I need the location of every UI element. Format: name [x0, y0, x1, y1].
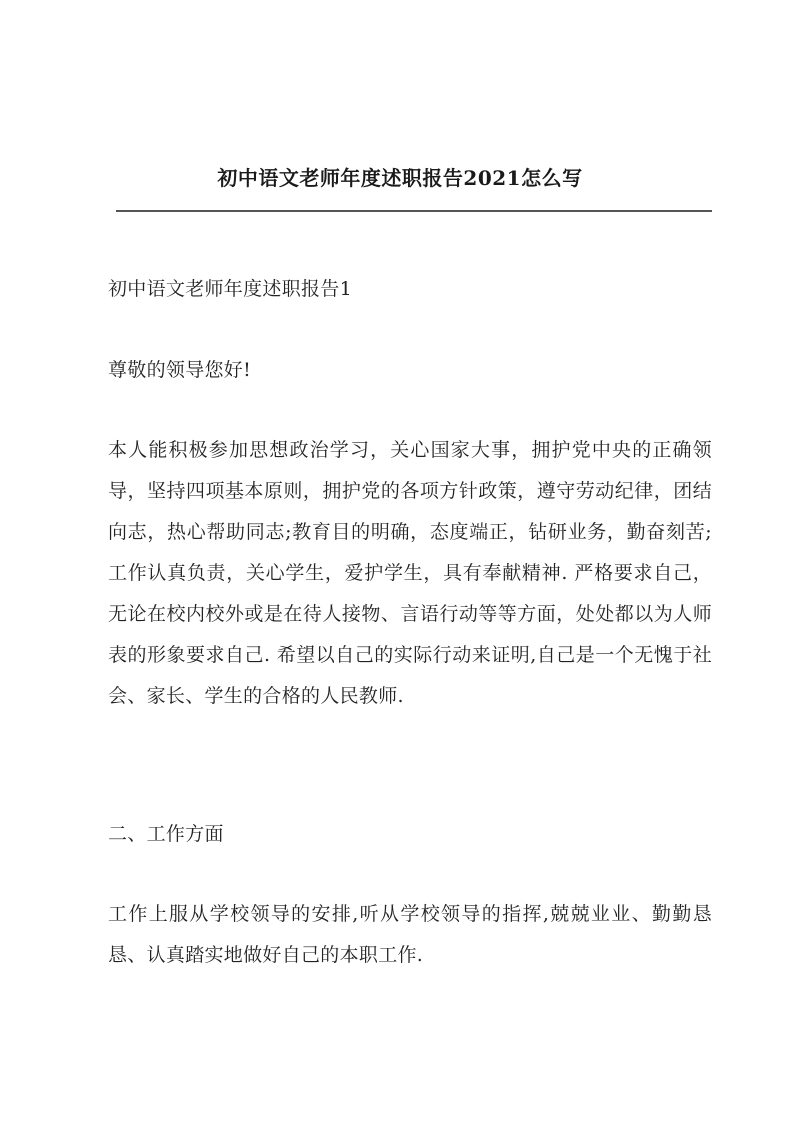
greeting-line: 尊敬的领导您好!	[108, 359, 252, 381]
body-paragraph-2: 工作上服从学校领导的安排,听从学校领导的指挥,兢兢业业、勤勤恳恳、认真踏实地做好自己的本职工作.	[108, 903, 712, 966]
body-paragraph-1: 本人能积极参加思想政治学习，关心国家大事，拥护党中央的正确领导，坚持四项基本原则，拥护党的各项方针政策，遵守劳动纪律，团结向志，热心帮助同志;教育目的明确，态度端正，钻研业务，勤奋刻苦;工作认真负责，关心学生，爱护学生，具有奉献精神. 严格要求自己，无论在校内校外或是在待人接物、言语行动等等方面，处处都以为人师表的形象要求自己. 希望以自己的实际行动来证明,自己是一个无愧于社会、家长、学生的合格的人民教师.	[108, 439, 712, 707]
subheading-work: 二、工作方面	[108, 823, 224, 845]
title-divider	[116, 210, 712, 212]
section-heading: 初中语文老师年度述职报告1	[108, 278, 352, 300]
document-title: 初中语文老师年度述职报告2021怎么写	[217, 166, 583, 190]
